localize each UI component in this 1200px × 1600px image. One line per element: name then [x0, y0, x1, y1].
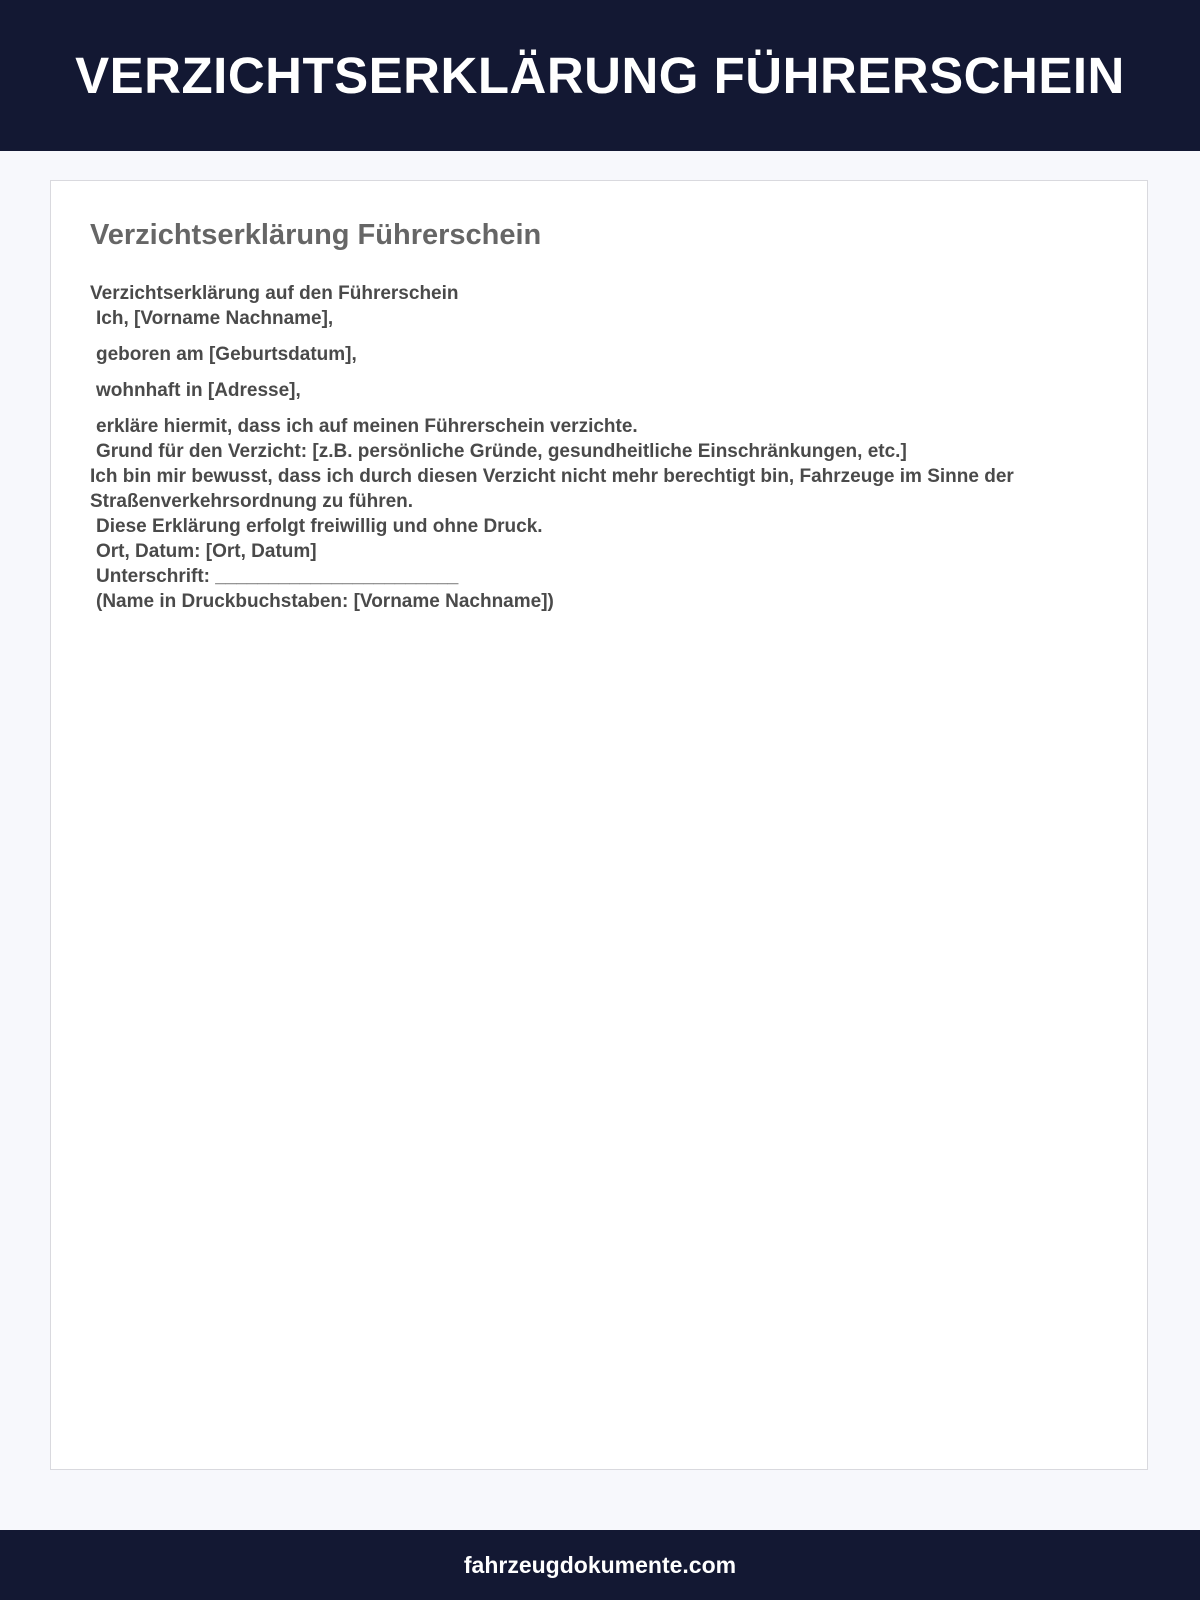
document-line-awareness: Ich bin mir bewusst, dass ich durch diesen Verzicht nicht mehr berechtigt bin, Fahrzeuge im Sinne der Straßenverkehrsordnung zu führen.: [90, 466, 1014, 512]
document-title: Verzichtserklärung Führerschein: [90, 219, 542, 251]
document-line-heading: Verzichtserklärung auf den Führerschein: [90, 283, 459, 304]
header-title: VERZICHTSERKLÄRUNG FÜHRERSCHEIN: [75, 47, 1125, 104]
document-card: [50, 180, 1148, 1470]
document-body: [90, 281, 1090, 614]
document-line-signature: Unterschrift: _______________________: [96, 566, 459, 587]
document-line-name: Ich, [Vorname Nachname],: [96, 308, 334, 329]
footer-site-name: fahrzeugdokumente.com: [463, 1551, 737, 1578]
document-line-birthdate: geboren am [Geburtsdatum],: [96, 344, 357, 365]
document-line-reason: Grund für den Verzicht: [z.B. persönliche Gründe, gesundheitliche Einschränkungen, etc.]: [96, 441, 907, 462]
document-line-place-date: Ort, Datum: [Ort, Datum]: [96, 541, 317, 562]
page-header: [0, 0, 1200, 151]
document-line-voluntary: Diese Erklärung erfolgt freiwillig und ohne Druck.: [96, 516, 543, 537]
document-line-declaration: erkläre hiermit, dass ich auf meinen Führerschein verzichte.: [96, 416, 638, 437]
document-line-address: wohnhaft in [Adresse],: [96, 380, 301, 401]
document-line-print-name: (Name in Druckbuchstaben: [Vorname Nachname]): [96, 591, 554, 612]
page-footer: [0, 1530, 1200, 1600]
